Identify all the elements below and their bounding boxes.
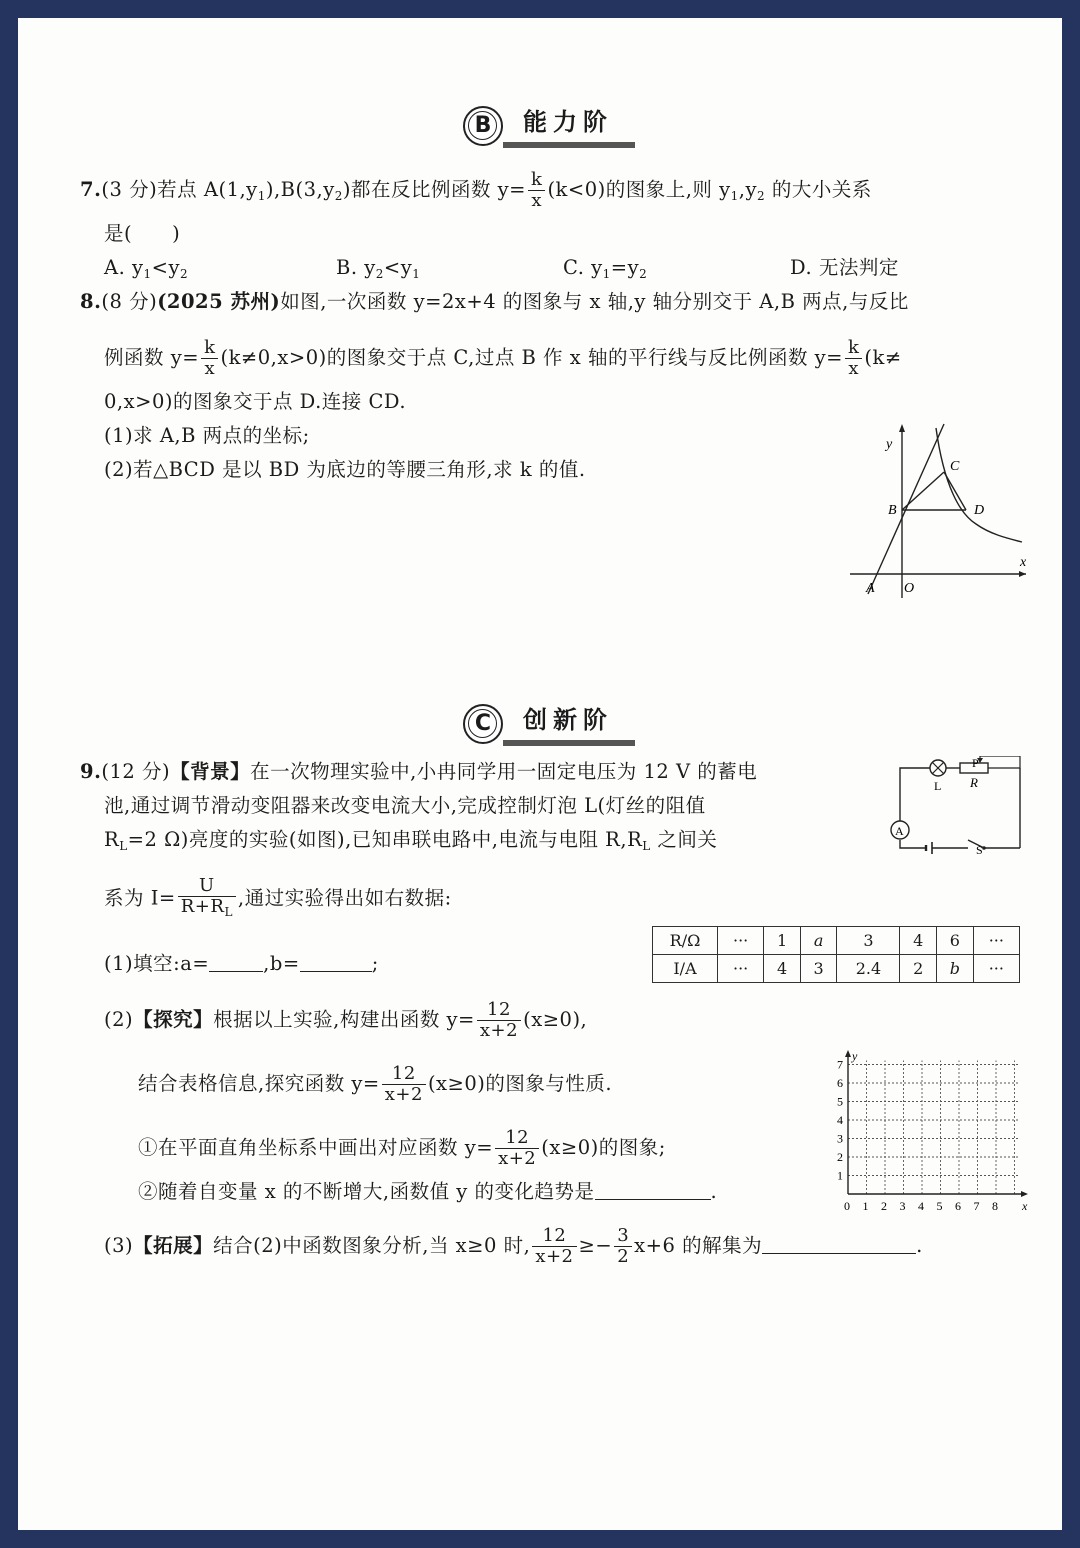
linear-function-line [868, 424, 944, 594]
grid-y-tick: 5 [837, 1094, 843, 1109]
q9-part2: (2)【探究】根据以上实验,构建出函数 y= $\frac{12}{x+2}$ (x≥0), [104, 999, 588, 1041]
table-row: I/A ··· 4 3 2.4 2 b ··· [653, 955, 1020, 983]
x-label: x [1020, 555, 1027, 570]
y-label: y [886, 437, 893, 452]
grid-x-tick: 1 [862, 1199, 869, 1212]
grid-x-tick: 4 [918, 1199, 924, 1212]
q7-option-a: A. $y_1<y_2$ [104, 256, 189, 281]
grid-x-tick: 2 [881, 1199, 887, 1212]
q8-function-graph [840, 416, 1032, 600]
grid-x-tick: 6 [955, 1199, 961, 1212]
grid-y-tick: 2 [837, 1150, 843, 1164]
grid-y-tick: 7 [837, 1057, 843, 1072]
grid-x-label: x [1022, 1199, 1028, 1212]
q9-line1: 9.(12 分)【背景】在一次物理实验中,小冉同学用一固定电压为 12 V 的蓄电 [80, 760, 758, 783]
grid-y-label: y [852, 1049, 858, 1063]
grid-y-tick: 1 [837, 1168, 843, 1183]
section-c-title: 创新阶 [523, 706, 613, 734]
grid-x-ticks [844, 1199, 998, 1212]
circuit-diagram [880, 756, 1026, 856]
grid-y-ticks [837, 1058, 843, 1183]
answer-blank-b[interactable] [300, 951, 372, 972]
segment-bc [902, 472, 944, 510]
y-axis-arrow [899, 424, 905, 432]
grid-x-tick: 3 [899, 1199, 906, 1212]
section-b-underline [503, 142, 635, 148]
coordinate-grid [826, 1048, 1032, 1212]
q7-line2: 是( ) [104, 222, 181, 245]
point-c-label: C [950, 459, 960, 474]
q8-line1: 8.(8 分)(2025 苏州)如图,一次函数 y=2x+4 的图象与 x 轴,y 轴分别交于 A,B 两点,与反比 [80, 290, 909, 313]
worksheet-page [18, 18, 1062, 1530]
q9-sub1: ①在平面直角坐标系中画出对应函数 y= $\frac{12}{x+2}$ (x≥0)的图象; [138, 1127, 666, 1169]
grid-y-tick: 3 [837, 1131, 843, 1146]
section-c-header [463, 704, 663, 750]
q9-line4: 系为 I= $\frac{U}{R+R_L}$ ,通过实验得出如右数据: [104, 876, 452, 922]
x-axis-arrow [1019, 571, 1026, 577]
q7-line1: 7.(3 分)若点 $A(1,y_1),B(3,y_2)$都在反比例函数 y= $\frac{k}{x}$ (k<0)的图象上,则 $y_1,y_2$ 的大小关系 [80, 169, 872, 211]
grid-y-tick: 4 [837, 1113, 843, 1127]
q7-fraction: $\frac{k}{x}$ [528, 170, 545, 211]
grid-lines [848, 1061, 1019, 1195]
grid-x-tick: 0 [844, 1199, 850, 1212]
experiment-data-table [652, 926, 1020, 983]
grid-x-tick: 8 [992, 1199, 998, 1212]
point-b-label: B [888, 503, 897, 518]
section-c-badge: C [463, 704, 503, 744]
q9-part1: (1)填空:a= ,b= ; [104, 952, 379, 975]
q8-number: 8. [80, 290, 102, 313]
lamp-label: L [934, 779, 942, 793]
q9-line3: $R_L=2$ Ω)亮度的实验(如图),已知串联电路中,电流与电阻 $R,R_L$ 之间关 [104, 828, 718, 853]
resistor-label: R [970, 775, 978, 790]
grid-x-tick: 5 [936, 1199, 943, 1212]
answer-blank-solution-set[interactable] [762, 1233, 916, 1254]
section-b-title: 能力阶 [523, 108, 613, 136]
point-d-label: D [974, 503, 985, 518]
table-row: R/Ω ··· 1 a 3 4 6 ··· [653, 927, 1020, 955]
q9-part3: (3)【拓展】结合(2)中函数图象分析,当 x≥0 时, $\frac{12}{x+2}$ ≥− $\frac{3}{2}$ x+6 的解集为 . [104, 1225, 923, 1267]
switch-label: S [976, 843, 983, 856]
section-b-badge: B [463, 106, 503, 146]
answer-blank-trend[interactable] [595, 1179, 711, 1200]
q7-option-d: D. 无法判定 [790, 256, 899, 279]
slider-label: P [972, 756, 979, 770]
q8-part1: (1)求 A,B 两点的坐标; [104, 424, 310, 447]
point-a-label: A [866, 581, 875, 596]
q9-number: 9. [80, 760, 102, 783]
grid-x-tick: 7 [973, 1199, 980, 1212]
q8-line3: 0,x>0)的图象交于点 D.连接 CD. [104, 390, 407, 413]
ammeter-label: A [895, 824, 904, 838]
answer-blank-a[interactable] [209, 951, 263, 972]
q9-line2: 池,通过调节滑动变阻器来改变电流大小,完成控制灯泡 L(灯丝的阻值 [104, 794, 706, 817]
current-formula: $\frac{U}{R+R_L}$ [178, 876, 236, 922]
q9-part2-line2: 结合表格信息,探究函数 y= $\frac{12}{x+2}$ (x≥0)的图象与性质. [138, 1063, 613, 1105]
q7-option-c: C. $y_1=y_2$ [563, 256, 648, 281]
hyperbola-curve [936, 428, 1022, 542]
grid-y-tick: 6 [837, 1076, 843, 1090]
q7-number: 7. [80, 178, 102, 201]
q8-part2: (2)若△BCD 是以 BD 为底边的等腰三角形,求 k 的值. [104, 458, 586, 481]
origin-label: O [904, 581, 915, 596]
q7-option-b: B. $y_2<y_1$ [336, 256, 421, 281]
q9-sub2: ②随着自变量 x 的不断增大,函数值 y 的变化趋势是 . [138, 1180, 718, 1203]
section-c-underline [503, 740, 635, 746]
section-b-header [463, 106, 663, 152]
q8-line2: 例函数 y= $\frac{k}{x}$ (k≠0,x>0)的图象交于点 C,过点 B 作 x 轴的平行线与反比例函数 y= $\frac{k}{x}$ (k≠ [104, 337, 902, 379]
segment-cd [944, 472, 966, 510]
